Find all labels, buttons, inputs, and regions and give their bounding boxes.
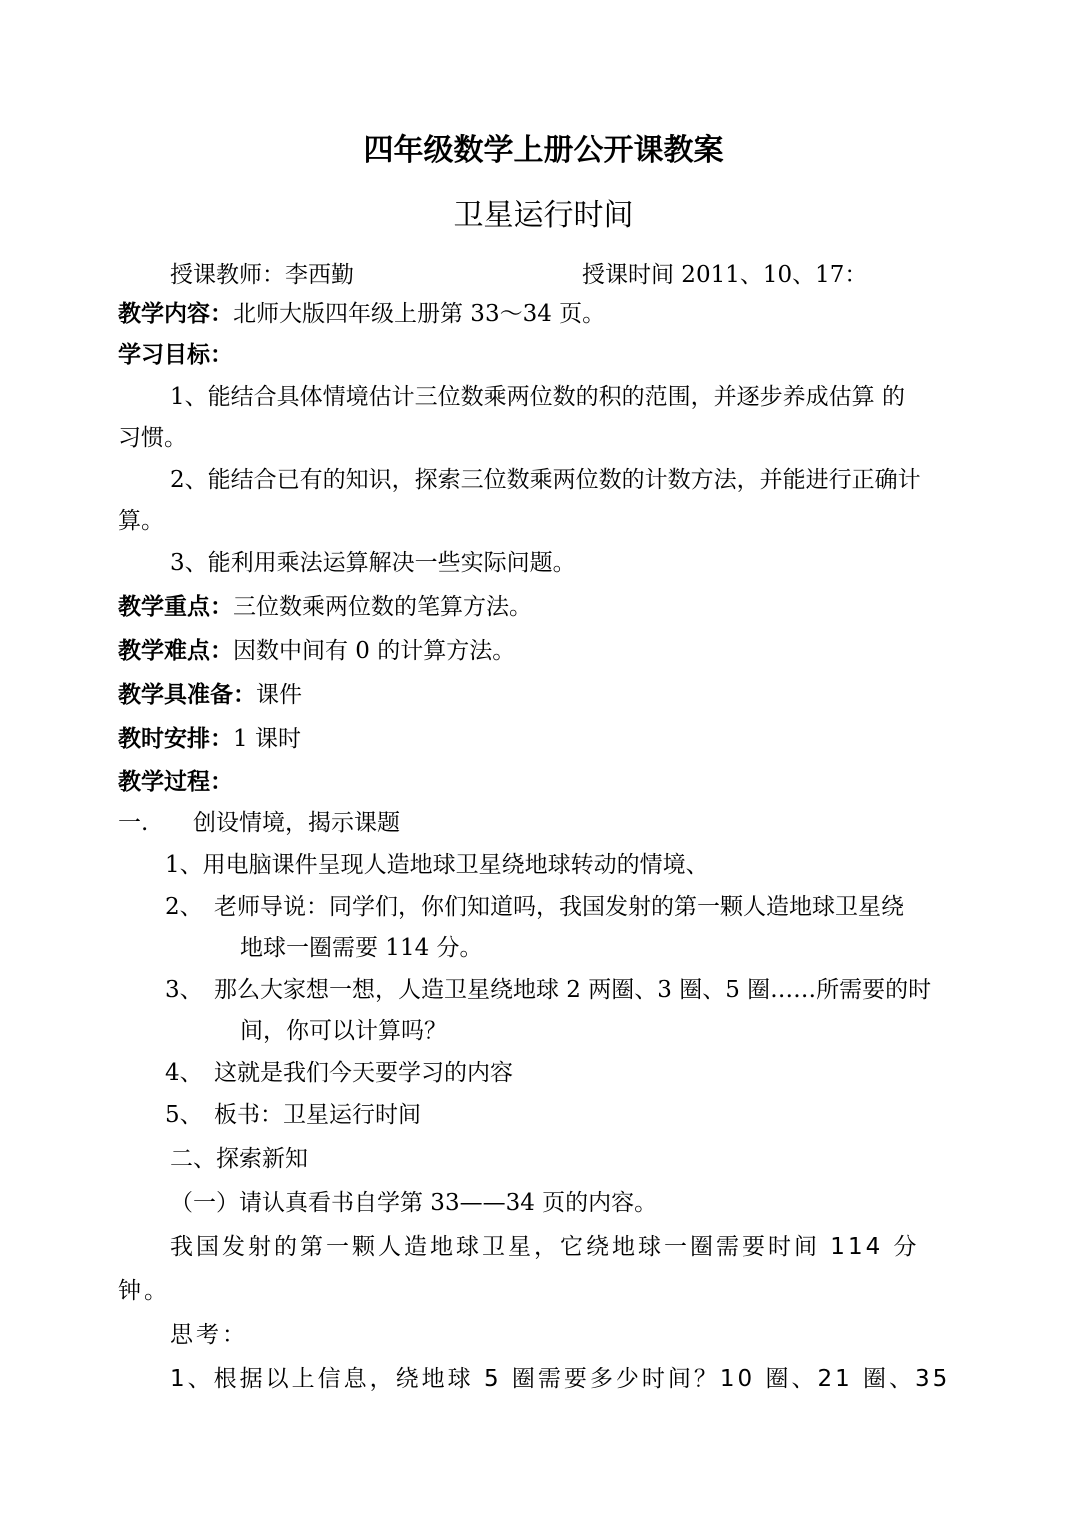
objectives-label: 学习目标： [118,342,233,368]
key-point-label: 教学重点： [118,594,233,620]
s1-item-1: 1、用电脑课件呈现人造地球卫星绕地球转动的情境、 [165,852,709,878]
objective-2-line-2: 算。 [118,508,164,534]
key-point-value: 三位数乘两位数的笔算方法。 [233,594,532,620]
schedule-label: 教时安排： [118,726,233,752]
materials-label: 教学具准备： [118,682,256,708]
section-1-title: 创设情境，揭示课题 [193,810,400,836]
objective-2-line-1: 2、能结合已有的知识，探索三位数乘两位数的计数方法，并能进行正确计 [170,467,921,493]
objective-3: 3、能利用乘法运算解决一些实际问题。 [170,550,576,576]
s1-item-3-line-1: 那么大家想一想，人造卫星绕地球 2 两圈、3 圈、5 圈……所需要的时 [214,977,932,1003]
schedule-value: 1 课时 [233,726,301,752]
s1-item-2-line-1: 老师导说：同学们，你们知道吗，我国发射的第一颗人造地球卫星绕 [214,894,904,920]
s1-item-3-number: 3、 [165,977,203,1003]
materials-value: 课件 [256,682,302,708]
objective-1-line-1: 1、能结合具体情境估计三位数乘两位数的积的范围，并逐步养成估算 的 [170,384,905,410]
page-subtitle: 卫星运行时间 [453,198,634,233]
paragraph-line-2: 钟。 [118,1278,170,1304]
s1-item-5: 板书：卫星运行时间 [214,1102,421,1128]
s1-item-4: 这就是我们今天要学习的内容 [214,1060,513,1086]
process-label: 教学过程： [118,769,233,795]
sub-section-1: （一）请认真看书自学第 33——34 页的内容。 [170,1190,658,1216]
s1-item-4-number: 4、 [165,1060,203,1086]
difficulty-label: 教学难点： [118,638,233,664]
section-1-number: 一. [118,810,149,836]
teaching-content [118,299,605,329]
teacher-line: 授课教师：李西勤 [170,262,354,288]
difficulty-value: 因数中间有 0 的计算方法。 [233,638,516,664]
section-2-title: 二、探索新知 [170,1146,308,1172]
teaching-content-label: 教学内容： [118,301,233,327]
page-title: 四年级数学上册公开课教案 [363,133,724,168]
class-time-line: 授课时间 2011、10、17： [582,262,868,288]
teaching-content-value: 北师大版四年级上册第 33～34 页。 [233,301,606,327]
materials [118,680,302,710]
key-point [118,592,532,622]
difficulty [118,636,515,666]
s1-item-5-number: 5、 [165,1102,203,1128]
schedule [118,724,301,754]
paragraph-line-1: 我国发射的第一颗人造地球卫星，它绕地球一圈需要时间 114 分 [170,1234,920,1260]
objective-1-line-2: 习惯。 [118,425,187,451]
s1-item-2-line-2: 地球一圈需要 114 分。 [240,935,483,961]
think-label: 思考： [170,1322,248,1348]
s1-item-2-number: 2、 [165,894,203,920]
s1-item-3-line-2: 间，你可以计算吗？ [240,1018,447,1044]
question-1: 1、根据以上信息，绕地球 5 圈需要多少时间？10 圈、21 圈、35 [170,1366,951,1392]
